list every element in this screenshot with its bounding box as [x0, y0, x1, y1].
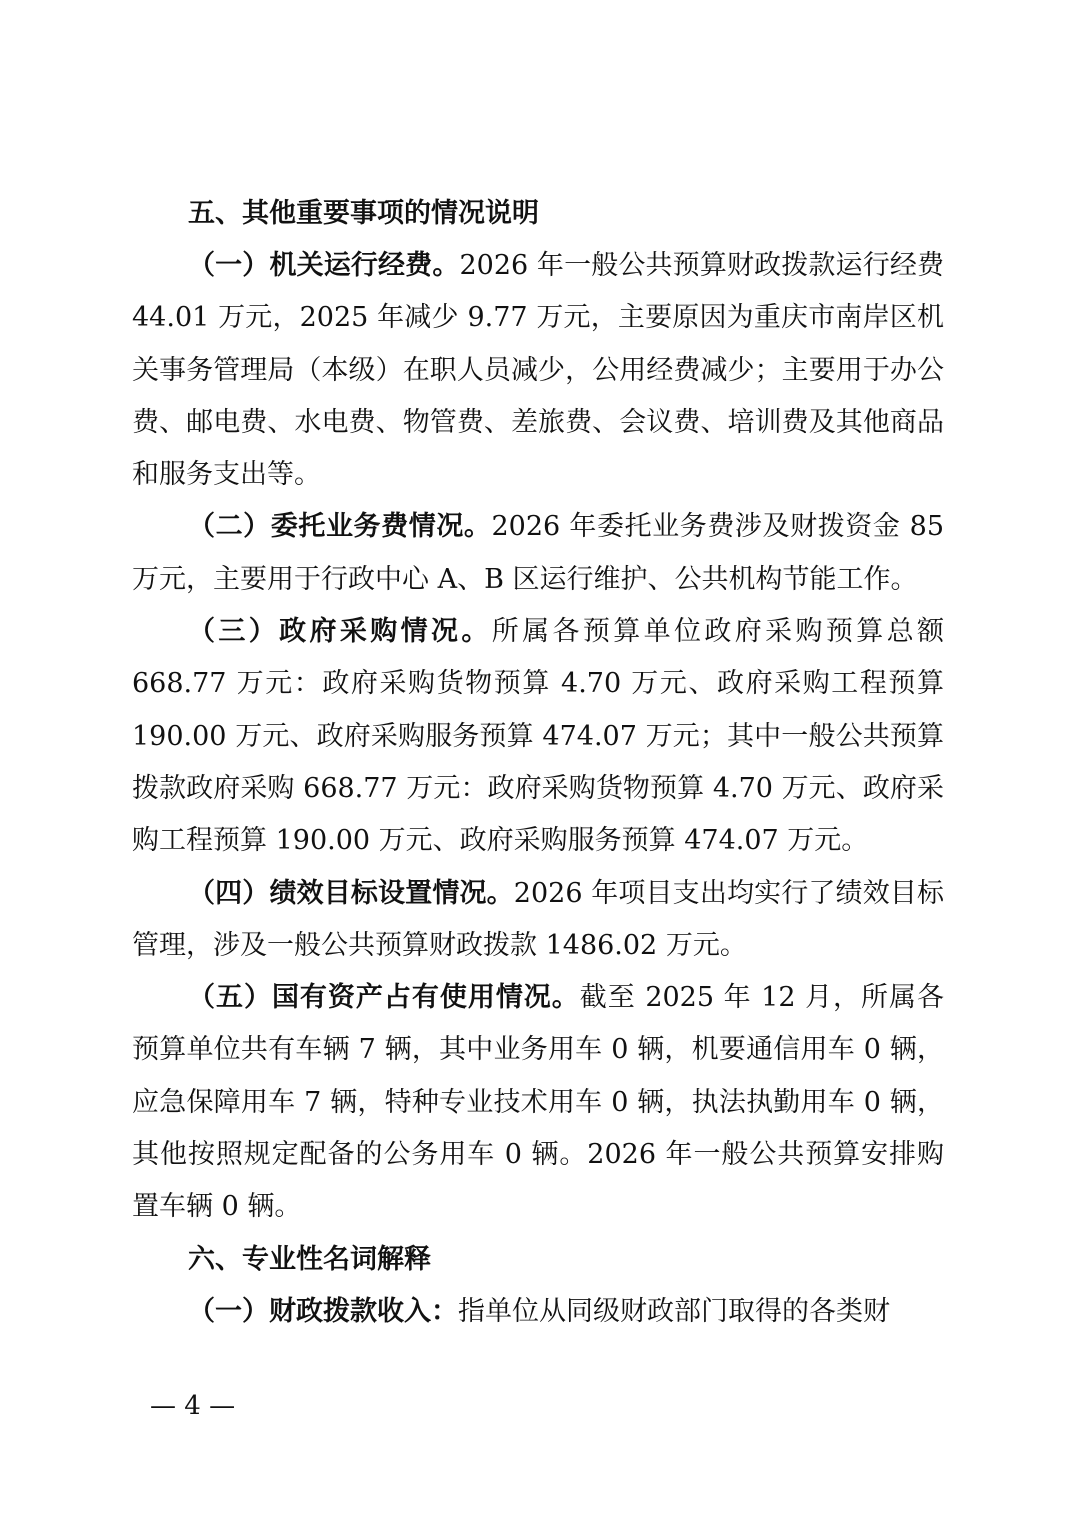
paragraph-entrusted-business	[132, 501, 944, 606]
document-body	[132, 188, 944, 1338]
paragraph-performance-targets	[132, 868, 944, 973]
paragraph-operating-expenses	[132, 240, 944, 501]
paragraph-lead: （一）机关运行经费。	[188, 250, 460, 281]
paragraph-lead: （一）财政拨款收入：	[188, 1295, 458, 1327]
paragraph-government-procurement	[132, 606, 944, 867]
paragraph-text: 指单位从同级财政部门取得的各类财	[458, 1295, 890, 1327]
section-6-heading: 六、专业性名词解释	[188, 1243, 431, 1275]
section-5-heading: 五、其他重要事项的情况说明	[188, 198, 539, 229]
paragraph-lead: （四）绩效目标设置情况。	[188, 877, 514, 909]
paragraph-text: 2026 年委托业务费涉及财拨资金 85 万元，主要用于行政中心 A、B 区运行维护、公共机构节能工作。	[132, 511, 945, 595]
paragraph-lead: （二）委托业务费情况。	[188, 511, 492, 543]
paragraph-fiscal-appropriation-income	[132, 1286, 944, 1338]
paragraph-text: 2026 年项目支出均实行了绩效目标管理，涉及一般公共预算财政拨款 1486.02 万元。	[132, 877, 945, 961]
paragraph-text: 截至 2025 年 12 月，所属各预算单位共有车辆 7 辆，其中业务用车 0 辆，机要通信用车 0 辆，应急保障用车 7 辆，特种专业技术用车 0 辆，执法执勤用车 0 辆，其他按照规定配备的公务用车 0 辆。2026 年一般公共预算安排购置车辆 0 辆。	[132, 982, 945, 1223]
paragraph-lead: （三）政府采购情况。	[188, 616, 492, 648]
page-number: — 4 —	[150, 1391, 236, 1421]
paragraph-text: 所属各预算单位政府采购预算总额 668.77 万元：政府采购货物预算 4.70 万元、政府采购工程预算 190.00 万元、政府采购服务预算 474.07 万元；其中一般公共预算拨款政府采购 668.77 万元：政府采购货物预算 4.70 万元、政府采购工程预算 190.00 万元、政府采购服务预算 474.07 万元。	[132, 616, 944, 857]
paragraph-state-assets	[132, 972, 944, 1233]
paragraph-lead: （五）国有资产占有使用情况。	[188, 982, 580, 1014]
paragraph-text: 2026 年一般公共预算财政拨款运行经费 44.01 万元，2025 年减少 9.77 万元，主要原因为重庆市南岸区机关事务管理局（本级）在职人员减少，公用经费减少；主要用于办公费、邮电费、水电费、物管费、差旅费、会议费、培训费及其他商品和服务支出等。	[132, 250, 945, 491]
